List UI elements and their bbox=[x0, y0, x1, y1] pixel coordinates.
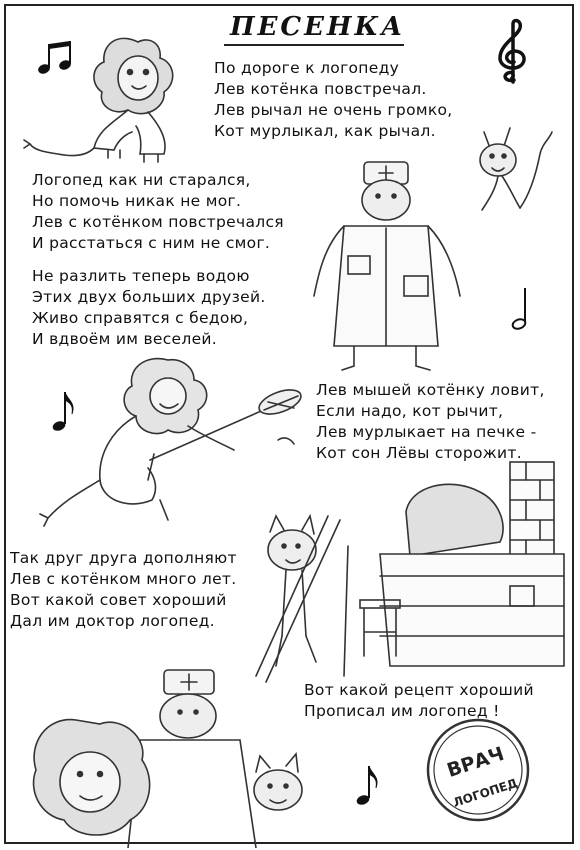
half-note-icon bbox=[510, 286, 534, 336]
verse-line: Лев рычал не очень громко, bbox=[214, 101, 453, 119]
treble-clef-icon bbox=[492, 18, 532, 92]
verse-line: Вот какой рецепт хороший bbox=[304, 681, 534, 699]
kitten-with-skis-illustration bbox=[236, 506, 346, 686]
stamp-line-1: ВРАЧ bbox=[444, 742, 507, 782]
verse-3 bbox=[32, 266, 266, 350]
verse-2 bbox=[32, 170, 284, 254]
lion-on-stove-illustration bbox=[340, 456, 570, 686]
verse-line: Кот сон Лёвы сторожит. bbox=[316, 444, 522, 462]
verse-line: Дал им доктор логопед. bbox=[10, 612, 215, 630]
verse-line: Так друг друга дополняют bbox=[10, 549, 237, 567]
stamp-line-2: ЛОГОПЕД bbox=[451, 775, 520, 810]
verse-line: И расстаться с ним не смог. bbox=[32, 234, 271, 252]
friends-group-illustration bbox=[20, 660, 360, 848]
lion-sitting-illustration bbox=[18, 22, 218, 172]
doctor-stamp bbox=[424, 716, 532, 824]
doctor-illustration bbox=[304, 156, 474, 376]
verse-line: Лев с котёнком повстречался bbox=[32, 213, 284, 231]
kitten-illustration bbox=[470, 124, 560, 224]
page-title: ПЕСЕНКА bbox=[230, 12, 406, 42]
verse-4 bbox=[316, 380, 545, 464]
verse-5 bbox=[10, 548, 237, 632]
verse-line: Лев котёнка повстречал. bbox=[214, 80, 427, 98]
verse-line: Лев с котёнком много лет. bbox=[10, 570, 237, 588]
verse-line: Этих двух больших друзей. bbox=[32, 288, 266, 306]
verse-line: Живо справятся с бедою, bbox=[32, 309, 249, 327]
verse-line: И вдвоём им веселей. bbox=[32, 330, 218, 348]
verse-line: Прописал им логопед ! bbox=[304, 702, 500, 720]
verse-line: Лев мышей котёнку ловит, bbox=[316, 381, 545, 399]
verse-line: Если надо, кот рычит, bbox=[316, 402, 504, 420]
verse-1 bbox=[214, 58, 453, 142]
verse-line: Вот какой совет хороший bbox=[10, 591, 227, 609]
verse-line: Лев мурлыкает на печке - bbox=[316, 423, 537, 441]
verse-line: По дороге к логопеду bbox=[214, 59, 400, 77]
title-underline bbox=[224, 44, 404, 46]
verse-line: Но помочь никак не мог. bbox=[32, 192, 242, 210]
verse-line: Логопед как ни старался, bbox=[32, 171, 251, 189]
verse-line: Не разлить теперь водою bbox=[32, 267, 250, 285]
verse-line: Кот мурлыкал, как рычал. bbox=[214, 122, 436, 140]
lion-with-net-illustration bbox=[28, 350, 308, 530]
